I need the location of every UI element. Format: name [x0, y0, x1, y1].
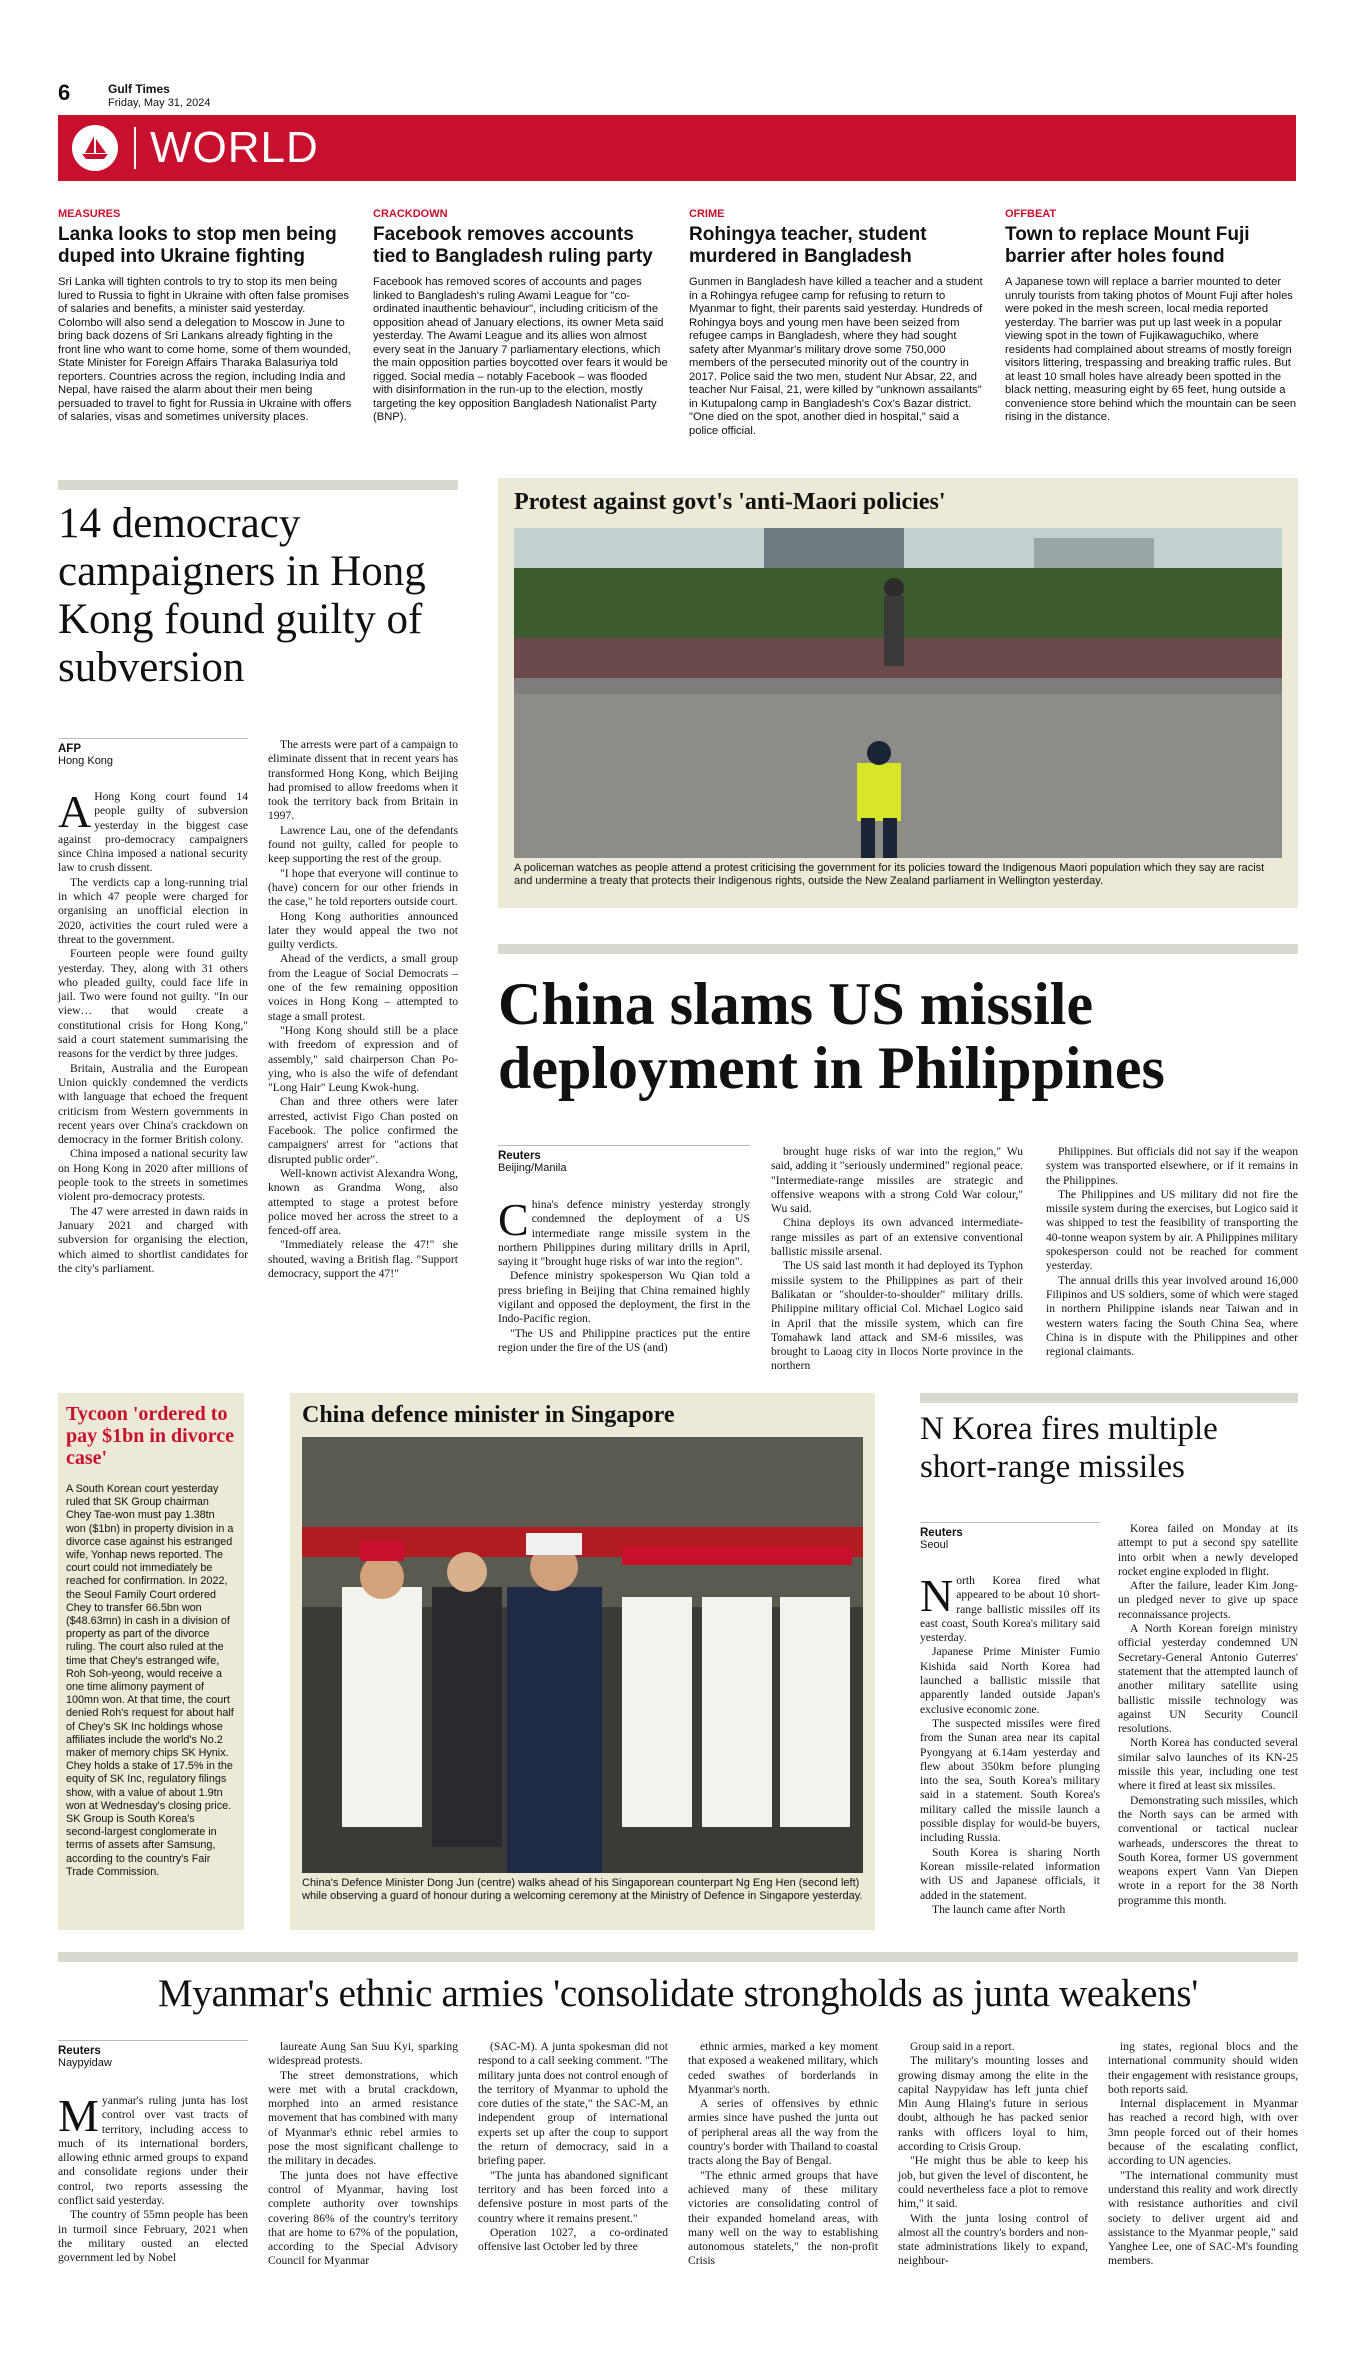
article-paragraph: The launch came after North	[932, 1902, 1066, 1916]
article-paragraph	[58, 786, 248, 876]
article-paragraph: The arrests were part of a campaign to eliminate dissent that in recent years has transformed Hong Kong, which Beijing had promised to allow freedoms when it took the territory back from Britain in 1997.	[268, 738, 459, 823]
article-paragraph: Britain, Australia and the European Union quickly condemned the verdicts with language that echoed the frequent criticism from Western governments in recent years over China's crackdown on democracy in the former British colony.	[58, 1061, 248, 1147]
drop-cap: M	[58, 2090, 99, 2141]
article-paragraph: Well-known activist Alexandra Wong, known as Grandma Wong, also attempted to stage a protest before police moved her across the street to a fenced-off area.	[268, 1166, 458, 1238]
brief-headline: Town to replace Mount Fuji barrier after holes found	[1005, 224, 1250, 267]
china-column-3	[1046, 1145, 1298, 1359]
brief-facebook	[373, 208, 668, 425]
brief-headline: Facebook removes accounts tied to Bangladesh ruling party	[373, 224, 653, 267]
byline-agency: AFP	[58, 743, 81, 755]
byline-dateline: Seoul	[920, 1539, 949, 1551]
nk-column-2	[1118, 1522, 1298, 1908]
section-banner	[58, 115, 1296, 181]
article-paragraph: The verdicts cap a long-running trial in which 47 people were charged for organising an unofficial election in 2020, activities the court ruled were a threat to the government.	[58, 875, 248, 946]
photo-caption: A policeman watches as people attend a protest criticising the government for its policies toward the Indigenous Maori population which they say are racist and undermine a treaty that protects their Indigenous rights, outside the New Zealand parliament in Wellington yesterday.	[514, 862, 1265, 887]
article-paragraph: China deploys its own advanced intermediate-range missiles as part of an extensive conventional ballistic missile arsenal.	[771, 1216, 1023, 1259]
article-paragraph: "The US and Philippine practices put the entire region under the fire of the US (and)	[498, 1326, 750, 1354]
drop-cap: A	[58, 786, 92, 837]
article-paragraph: "Hong Kong should still be a place with freedom of expression and of assembly," said chairperson Chan Po-ying, who is also the wife of defendant "Long Hair" Leung Kwok-hung.	[268, 1023, 458, 1095]
article-paragraph: "The ethnic armed groups that have achieved many of these military victories are consolidating control of their expanded homeland areas, with many well on the way to establishing autonomous statelets," the non-profit Crisis	[688, 2168, 878, 2268]
article-paragraph: A North Korean foreign ministry official yesterday condemned UN Secretary-General Antonio Guterres' statement that the attempted launch of another military satellite using ballistic missile technology was against UN Security Council resolutions.	[1118, 1622, 1298, 1736]
nk-headline: N Korea fires multiple short-range missiles	[920, 1411, 1218, 1485]
brief-body: Gunmen in Bangladesh have killed a teacher and a student in a Rohingya refugee camp for refusing to return to Myanmar to fight, their parents said yesterday. Hundreds of Rohingya boys and young men have been seized from refugee camps in Bangladesh, where they had sought safety after Myanmar's military drove some 750,000 members of the persecuted minority out of the country in 2017. Police said the two men, student Nur Absar, 22, and teacher Nur Faisal, 21, were killed by "unknown assailants" in Kutupalong camp in Bangladesh's Cox's Bazar district. "One died on the spot, another died in hospital," said a police official.	[689, 276, 983, 437]
nk-byline	[920, 1522, 1100, 1551]
byline-agency: Reuters	[58, 2045, 101, 2057]
article-paragraph: Group said in a report.	[910, 2040, 1015, 2053]
myanmar-byline	[58, 2040, 248, 2069]
article-paragraph: Defence ministry spokesperson Wu Qian told a press briefing in Beijing that China remained highly vigilant and opposed the deployment, the first in the Indo-Pacific region.	[498, 1269, 750, 1326]
photo-headline: China defence minister in Singapore	[302, 1402, 675, 1428]
article-paragraph	[58, 2090, 248, 2208]
article-paragraph: The suspected missiles were fired from the Sunan area near its capital Pyongyang at 6.14am yesterday and flew about 350km before plunging into the sea, South Korea's military said in a statement. South Korea's military called the missile launch a possible display for would-be buyers, including Russia.	[920, 1716, 1100, 1845]
byline-dateline: Hong Kong	[58, 755, 114, 767]
nk-column-1	[920, 1570, 1100, 1917]
article-paragraph: Fourteen people were found guilty yesterday. They, along with 31 others who pleaded guilty, could face life in jail. Two were found not guilty. "In our view… that would create a constitutional crisis for Hong Kong," said a court statement summarising the reasons for the verdict by three judges.	[58, 947, 248, 1061]
article-paragraph: Lawrence Lau, one of the defendants found not guilty, called for people to keep supporting the rest of the group.	[268, 823, 458, 866]
brief-body: Sri Lanka will tighten controls to try to stop its men being lured to Russia to fight in Ukraine with often false promises of salaries and benefits, a minister said yesterday. Colombo will also send a delegation to Moscow in June to bring back dozens of Sri Lankans already fighting in the front line who want to come home, some of them wounded, State Minister for Foreign Affairs Tharaka Balasuriya told reporters. Countries across the region, including India and Nepal, have raised the alarm about their men being persuaded to travel to fight for Russia in Ukraine with offers of salaries, visas and sometimes university places.	[58, 276, 352, 423]
article-paragraph: The street demonstrations, which were met with a brutal crackdown, morphed into an armed resistance movement that has combined with many of Myanmar's ethnic rebel armies to pose the most significant challenge to the military in decades.	[268, 2068, 458, 2168]
byline-agency: Reuters	[920, 1527, 963, 1539]
article-paragraph: A series of offensives by ethnic armies since have pushed the junta out of peripheral areas all the way from the country's border with Thailand to coastal tracts along the Bay of Bengal.	[688, 2097, 878, 2168]
article-paragraph: "I hope that everyone will continue to (have) concern for our other friends in the case," he told reporters outside court.	[268, 866, 458, 909]
brief-body: A Japanese town will replace a barrier mounted to deter unruly tourists from taking photos of Mount Fuji after holes were poked in the mesh screen, local media reported yesterday. The barrier was put up last week in a popular viewing spot in the town of Fujikawaguchiko, where residents had complained about streams of mostly foreign visitors littering, trespassing and breaking traffic rules. But at least 10 small holes have already been spotted in the black netting, measuring eight by 65 feet, hung outside a convenience store behind which the mountain can be seen rising in the distance.	[1005, 276, 1297, 423]
drop-cap: C	[498, 1194, 529, 1245]
page-number: 6	[58, 80, 71, 105]
tycoon-body: A South Korean court yesterday ruled that SK Group chairman Chey Tae-won must pay 1.38tn won ($1bn) in property division in a divorce case against his estranged wife, Yonhap news reported. The court could not immediately be reached for confirmation. In 2022, the Seoul Family Court ordered Chey to transfer 66.5bn won ($48.63mn) in cash in a division of property as part of the divorce ruling. The court also ruled at the time that Chey's estranged wife, Roh Soh-yeong, would receive a one time alimony payment of 100mn won. At that time, the court denied Roh's request for about half of Chey's SK Inc holdings whose affiliates include the world's No.2 maker of memory chips SK Hynix. Chey holds a stake of 17.5% in the equity of SK Inc, regulatory filings show, with a value of about 1.9tn won at Wednesday's closing price. SK Group is South Korea's second-largest conglomerate in terms of assets after Samsung, according to the country's Fair Trade Commission.	[66, 1483, 234, 1878]
brief-fuji	[1005, 208, 1300, 425]
section-rule	[58, 1952, 1298, 1962]
brief-kicker: MEASURES	[58, 208, 121, 220]
hk-column-1	[58, 786, 248, 1276]
china-headline: China slams US missile deployment in Philippines	[498, 971, 1165, 1101]
article-paragraph: Japanese Prime Minister Fumio Kishida said North Korea had launched a ballistic missile that apparently landed outside Japan's exclusive economic zone.	[920, 1645, 1100, 1716]
myanmar-column-6	[1108, 2040, 1298, 2269]
article-paragraph: Korea failed on Monday at its attempt to put a second spy satellite into orbit when a newly developed rocket engine exploded in flight.	[1118, 1522, 1298, 1578]
byline-dateline: Beijing/Manila	[498, 1162, 567, 1174]
hk-byline	[58, 738, 248, 767]
article-paragraph: After the failure, leader Kim Jong-un pledged never to give up space reconnaissance projects.	[1118, 1579, 1298, 1621]
brief-rohingya	[689, 208, 984, 438]
photo-caption: China's Defence Minister Dong Jun (centre) walks ahead of his Singaporean counterpart Ng Eng Hen (second left) while observing a guard of honour during a welcoming ceremony at the Ministry of Defence in Singapore yesterday.	[302, 1877, 863, 1902]
article-paragraph: North Korea has conducted several similar salvo launches of its KN-25 missile this year, including one test where it fired at least six missiles.	[1118, 1736, 1298, 1793]
article-paragraph	[498, 1194, 750, 1269]
article-paragraph: China imposed a national security law on Hong Kong in 2020 after millions of people took to the streets in sometimes violent pro-democracy protests.	[58, 1147, 248, 1204]
hk-headline: 14 democracy campaigners in Hong Kong found guilty of subversion	[58, 500, 426, 691]
hk-column-2	[268, 738, 458, 1281]
byline-agency: Reuters	[498, 1150, 541, 1162]
article-paragraph: laureate Aung San Suu Kyi, sparking widespread protests.	[268, 2040, 458, 2068]
article-paragraph: With the junta losing control of almost all the country's borders and non-state administrations likely to expand, neighbour-	[898, 2211, 1088, 2268]
article-paragraph: Ahead of the verdicts, a small group from the League of Social Democrats – one of the few remaining opposition voices in Hong Kong – attempted to stage a small protest.	[268, 952, 458, 1023]
section-rule	[58, 480, 458, 490]
maori-photo-box	[498, 478, 1298, 908]
byline-dateline: Naypyidaw	[58, 2057, 112, 2069]
myanmar-column-1	[58, 2090, 248, 2266]
tycoon-headline: Tycoon 'ordered to pay $1bn in divorce case'	[66, 1403, 234, 1469]
article-paragraph: Hong Kong authorities announced later they would appeal the two not guilty verdicts.	[268, 909, 458, 952]
myanmar-headline: Myanmar's ethnic armies 'consolidate strongholds as junta weakens'	[158, 1972, 1198, 2015]
article-paragraph	[920, 1570, 1100, 1645]
paragraph-text: yanmar's ruling junta has lost control over vast tracts of territory, including access to much of its international borders, allowing ethnic armed groups to expand and consolidate regions under their control, two reports assessing the conflict said yesterday.	[58, 2094, 248, 2208]
article-paragraph: The 47 were arrested in dawn raids in January 2021 and charged with subversion for organising the election, which aimed to shortlist candidates for the city's parliament.	[58, 1204, 248, 1275]
brief-headline: Lanka looks to stop men being duped into Ukraine fighting	[58, 224, 337, 267]
ceremony-photo	[302, 1437, 863, 1873]
article-paragraph: (SAC-M). A junta spokesman did not respond to a call seeking comment. "The military junta does not control enough of the territory of Myanmar to uphold the core duties of the state," the SAC-M, an independent group of international experts set up after the coup to support the return of democracy, said in a briefing paper.	[478, 2040, 668, 2168]
brief-kicker: CRIME	[689, 208, 725, 220]
article-paragraph: "The international community must understand this reality and work directly with resistance authorities and civil society to deliver urgent aid and assistance to the Myanmar people," said Yanghee Lee, one of SAC-M's founding members.	[1108, 2168, 1298, 2268]
article-paragraph: brought huge risks of war into the region," Wu said, adding it "seriously undermined" regional peace. "Intermediate-range missiles are strategic and offensive weapons with a strong Cold War colour," Wu said.	[771, 1145, 1023, 1216]
myanmar-column-3	[478, 2040, 668, 2254]
section-title: WORLD	[150, 123, 319, 172]
myanmar-column-2	[268, 2040, 458, 2269]
paragraph-text: Hong Kong court found 14 people guilty of subversion yesterday in the biggest case against pro-democracy campaigners since China imposed a national security law to crush dissent.	[58, 790, 248, 875]
paper-date: Friday, May 31, 2024	[108, 97, 211, 109]
brief-kicker: CRACKDOWN	[373, 208, 448, 220]
brief-kicker: OFFBEAT	[1005, 208, 1057, 220]
paper-name: Gulf Times	[108, 82, 170, 96]
article-paragraph: ing states, regional blocs and the international community should widen their engagement with resistance groups, both reports said.	[1108, 2040, 1298, 2096]
paragraph-text: orth Korea fired what appeared to be about 10 short-range ballistic missiles off its east coast, South Korea's military said yesterday.	[920, 1574, 1100, 1645]
article-paragraph: Demonstrating such missiles, which the North says can be armed with conventional or tactical nuclear warheads, underscores the threat to South Korea, former US government weapons expert Vann Van Diepen wrote in a report for the 38 North programme this month.	[1118, 1793, 1298, 1907]
article-paragraph: "The junta has abandoned significant territory and has been forced into a defensive posture in most parts of the country where it remains present."	[478, 2168, 668, 2225]
brief-headline: Rohingya teacher, student murdered in Bangladesh	[689, 224, 927, 267]
article-paragraph: "He might thus be able to keep his job, but given the level of discontent, he could nevertheless face a plot to remove him," it said.	[898, 2154, 1088, 2211]
section-rule	[920, 1393, 1298, 1403]
article-paragraph: South Korea is sharing North Korean missile-related information with US and Japanese officials, it added in the statement.	[920, 1845, 1100, 1902]
article-paragraph: The military's mounting losses and growing dismay among the elite in the capital Naypyidaw has left junta chief Min Aung Hlaing's future in serious doubt, although he has packed senior ranks with officers loyal to him, according to Crisis Group.	[898, 2054, 1088, 2154]
china-column-1	[498, 1194, 750, 1355]
article-paragraph: The junta does not have effective control of Myanmar, having lost complete authority over townships covering 86% of the country's territory that are home to 67% of the population, according to the Special Advisory Council for Myanmar	[268, 2168, 458, 2268]
article-paragraph: The annual drills this year involved around 16,000 Filipinos and US soldiers, some of which were staged in northern Philippine islands near Taiwan and in western waters facing the South China Sea, where China is in dispute with the Philippines and other regional claimants.	[1046, 1273, 1298, 1359]
article-paragraph: "Immediately release the 47!" she shouted, waving a British flag. "Support democracy, support the 47!"	[268, 1238, 458, 1280]
drop-cap: N	[920, 1570, 954, 1621]
article-paragraph: The Philippines and US military did not fire the missile system during the exercises, but Logico said it was shipped to test the feasibility of transporting the 40-tonne weapon system by air. A Philippines military spokesperson could not be reached for comment yesterday.	[1046, 1187, 1298, 1273]
china-byline	[498, 1145, 750, 1174]
china-column-2	[771, 1145, 1023, 1374]
article-paragraph: Operation 1027, a co-ordinated offensive last October led by three	[478, 2225, 668, 2254]
article-paragraph: Internal displacement in Myanmar has reached a record high, with over 3mn people forced out of their homes because of the escalating conflict, according to UN agencies.	[1108, 2097, 1298, 2168]
myanmar-column-4	[688, 2040, 878, 2269]
dhow-boat-icon	[72, 125, 118, 171]
article-paragraph: Chan and three others were later arrested, activist Figo Chan posted on Facebook. The police confirmed the campaigners' arrest for "actions that disrupted public order".	[268, 1095, 458, 1166]
brief-lanka	[58, 208, 353, 425]
tycoon-brief-box	[58, 1393, 244, 1930]
article-paragraph: Philippines. But officials did not say if the weapon system was transported elsewhere, or if it remains in the Philippines.	[1046, 1145, 1298, 1187]
banner-divider	[134, 127, 136, 169]
article-paragraph: ethnic armies, marked a key moment that exposed a weakened military, which ceded swathes of borderlands in Myanmar's north.	[688, 2040, 878, 2096]
section-rule	[498, 944, 1298, 954]
myanmar-column-5	[898, 2040, 1088, 2269]
photo-headline: Protest against govt's 'anti-Maori policies'	[514, 489, 946, 515]
article-paragraph: The US said last month it had deployed its Typhon missile system to the Philippines as part of their Balikatan or "shoulder-to-shoulder" military drills. Philippine military official Col. Michael Logico said in April that the missile system, which can fire Tomahawk land attack and SM-6 missiles, was brought to Laoag city in Ilocos Norte province in the northern	[771, 1259, 1023, 1373]
defence-photo-box	[290, 1393, 875, 1930]
brief-body: Facebook has removed scores of accounts and pages linked to Bangladesh's ruling Awami League for "co-ordinated inauthentic behaviour", including criticism of the opposition ahead of January elections, its owner Meta said yesterday. The Awami League and its allies won almost every seat in the January 7 parliamentary elections, which the main opposition parties boycotted over fears it would be rigged. Social media – notably Facebook – was flooded with disinformation in the run-up to the election, mostly targeting the key opposition Bangladesh Nationalist Party (BNP).	[373, 276, 668, 423]
article-paragraph: The country of 55mn people has been in turmoil since February, 2021 when the military ousted an elected government led by Nobel	[58, 2208, 248, 2265]
protest-photo	[514, 528, 1282, 858]
paragraph-text: hina's defence ministry yesterday strongly condemned the deployment of a US intermediate range missile system in the northern Philippines during military drills in April, saying it "brought huge risks of war into the region".	[498, 1198, 750, 1269]
